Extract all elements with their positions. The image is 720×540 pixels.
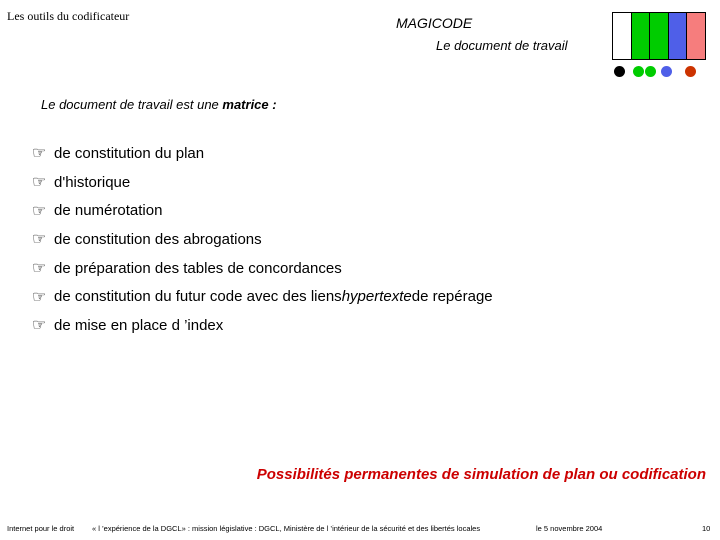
intro-text	[41, 97, 277, 112]
color-bar	[687, 13, 705, 59]
intro-emphasis: matrice :	[222, 97, 277, 112]
footer-center: « l ’expérience de la DGCL» : mission législative : DGCL, Ministère de l ’intérieur de la sécurité et des libertés locales	[92, 524, 481, 533]
app-title: MAGICODE	[396, 15, 473, 31]
color-bar	[632, 13, 651, 59]
list-item-text-before: de constitution du futur code avec des liens	[54, 288, 342, 306]
list-item	[32, 139, 493, 168]
list-item-text-emphasis: hypertexte	[341, 288, 412, 306]
pointing-hand-icon: ☞	[32, 317, 47, 335]
color-dot	[645, 66, 656, 77]
pointing-hand-icon: ☞	[32, 202, 47, 220]
color-dots-logo	[614, 66, 706, 78]
tagline: Possibilités permanentes de simulation de plan ou codification	[256, 466, 706, 483]
color-bar	[669, 13, 688, 59]
app-subtitle: Le document de travail	[436, 38, 568, 53]
header-left-text: Les outils du codificateur	[7, 9, 130, 23]
color-dot	[661, 66, 672, 77]
intro-plain: Le document de travail est une	[41, 97, 223, 112]
list-item-text-after: de repérage	[411, 288, 493, 306]
color-bars-logo	[612, 12, 706, 60]
list-item-text: de mise en place d ’index	[54, 316, 224, 334]
list-item	[32, 196, 493, 225]
list-item	[32, 225, 493, 254]
pointing-hand-icon: ☞	[32, 174, 47, 192]
pointing-hand-icon: ☞	[32, 260, 47, 278]
color-dot	[685, 66, 696, 77]
list-item	[32, 254, 493, 283]
color-bar	[613, 13, 632, 59]
footer-date: le 5 novembre 2004	[536, 524, 603, 533]
pointing-hand-icon: ☞	[32, 288, 47, 306]
pointing-hand-icon: ☞	[32, 145, 47, 163]
color-bar	[650, 13, 669, 59]
page-number: 10	[702, 524, 711, 533]
list-item-text: de constitution des abrogations	[54, 230, 262, 248]
list-item-text: de préparation des tables de concordances	[54, 259, 342, 277]
list-item	[32, 168, 493, 197]
color-dot	[614, 66, 625, 77]
bullet-list	[32, 139, 493, 340]
footer-left: Internet pour le droit	[7, 524, 75, 533]
pointing-hand-icon: ☞	[32, 231, 47, 249]
list-item-text: de constitution du plan	[54, 144, 205, 162]
list-item-text: d'historique	[54, 173, 131, 191]
list-item-text: de numérotation	[54, 202, 163, 220]
list-item	[32, 282, 493, 311]
list-item	[32, 311, 493, 340]
color-dot	[633, 66, 644, 77]
